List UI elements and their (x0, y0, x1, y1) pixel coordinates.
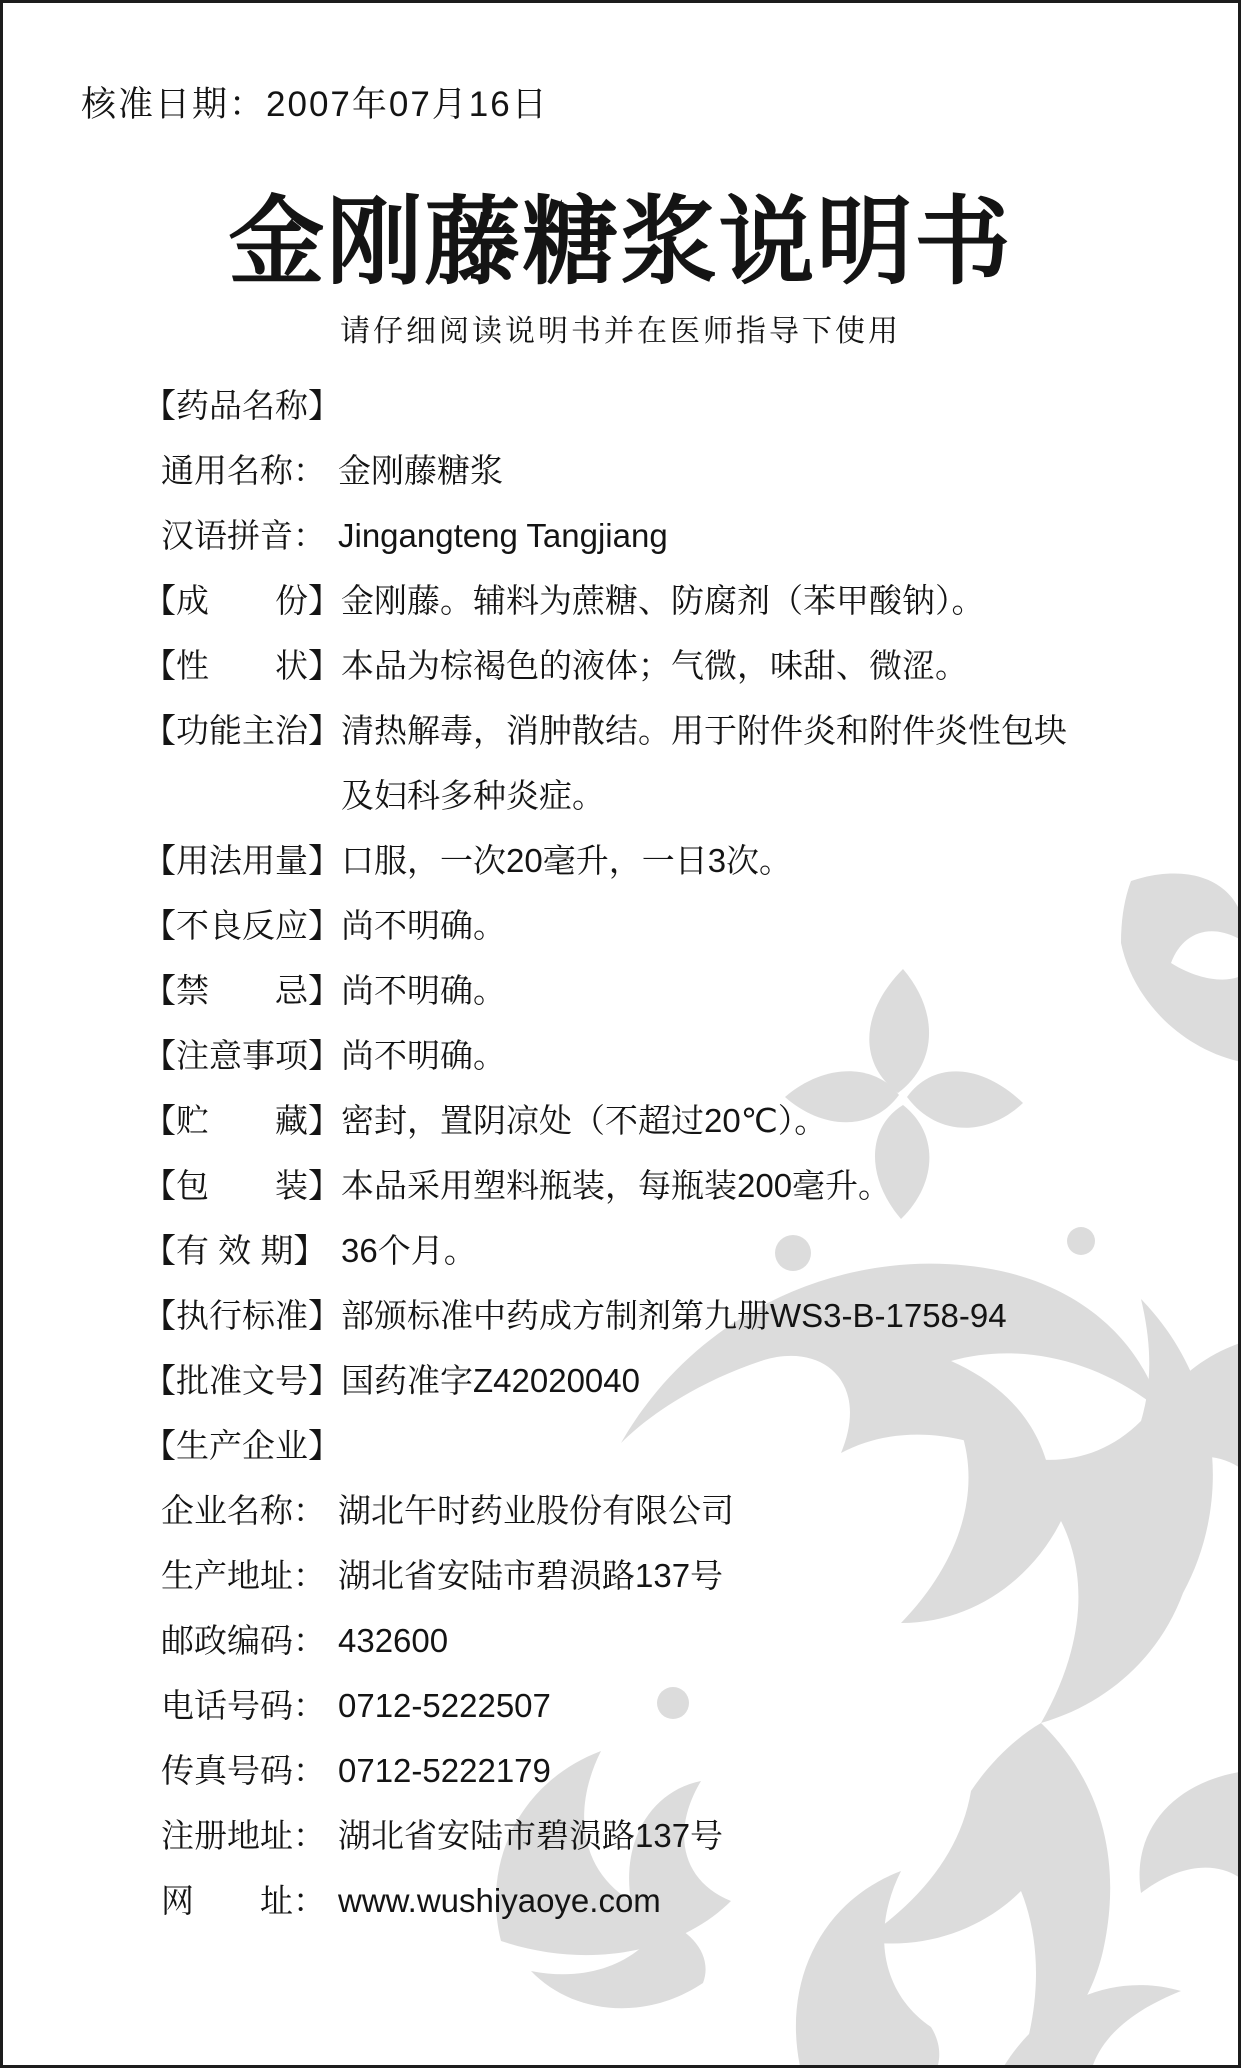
section-content: 36个月。 (341, 1232, 477, 1269)
section-label: 【包 装】 (143, 1167, 341, 1204)
leaflet-body (143, 373, 1086, 1933)
field-label: 邮政编码： (161, 1622, 326, 1659)
row-pinyin (143, 503, 1086, 568)
section-content: 国药准字Z42020040 (341, 1362, 640, 1399)
section-label: 【生产企业】 (143, 1427, 341, 1464)
section-label: 【性 状】 (143, 647, 341, 684)
field-label: 传真号码： (161, 1752, 326, 1789)
field-label: 企业名称： (161, 1492, 326, 1529)
section-label: 【注意事项】 (143, 1037, 341, 1074)
field-value: Jingangteng Tangjiang (338, 517, 668, 554)
approval-date-line (81, 77, 549, 127)
field-label: 生产地址： (161, 1557, 326, 1594)
section-content: 尚不明确。 (341, 1037, 506, 1074)
section-label: 【执行标准】 (143, 1297, 341, 1334)
field-label: 注册地址： (161, 1817, 326, 1854)
section-label: 【禁 忌】 (143, 972, 341, 1009)
row-shelf-life (143, 1218, 1086, 1283)
section-label: 【不良反应】 (143, 907, 341, 944)
row-registered-address (143, 1803, 1086, 1868)
section-content: 尚不明确。 (341, 907, 506, 944)
row-approval-number (143, 1348, 1086, 1413)
row-fax-number (143, 1738, 1086, 1803)
section-content: 本品采用塑料瓶装，每瓶装200毫升。 (341, 1167, 892, 1204)
leaflet-content (3, 3, 1238, 2065)
section-label: 【药品名称】 (143, 387, 341, 424)
section-content: 清热解毒，消肿散结。用于附件炎和附件炎性包块及妇科多种炎症。 (341, 712, 1067, 814)
row-dosage (143, 828, 1086, 893)
row-company-name (143, 1478, 1086, 1543)
field-value: 湖北午时药业股份有限公司 (338, 1492, 734, 1529)
section-content: 本品为棕褐色的液体；气微，味甜、微涩。 (341, 647, 968, 684)
field-label: 电话号码： (161, 1687, 326, 1724)
section-content: 密封，置阴凉处（不超过20℃）。 (341, 1102, 828, 1139)
row-website (143, 1868, 1086, 1933)
section-label: 【成 份】 (143, 582, 341, 619)
page-subtitle: 请仔细阅读说明书并在医师指导下使用 (340, 315, 901, 348)
field-value: 湖北省安陆市碧涢路137号 (338, 1557, 724, 1594)
field-label: 汉语拼音： (161, 517, 326, 554)
row-production-address (143, 1543, 1086, 1608)
field-value: 湖北省安陆市碧涢路137号 (338, 1817, 724, 1854)
row-executive-standard (143, 1283, 1086, 1348)
row-heading-drug-name (143, 373, 1086, 438)
section-label: 【贮 藏】 (143, 1102, 341, 1139)
row-storage (143, 1088, 1086, 1153)
row-generic-name (143, 438, 1086, 503)
field-value: 0712-5222179 (338, 1752, 551, 1789)
row-postal-code (143, 1608, 1086, 1673)
row-indications (143, 698, 1086, 828)
page-title: 金刚藤糖浆说明书 (228, 189, 1013, 296)
field-label: 通用名称： (161, 452, 326, 489)
field-value: 432600 (338, 1622, 449, 1659)
field-value: 0712-5222507 (338, 1687, 551, 1724)
section-content: 金刚藤。辅料为蔗糖、防腐剂（苯甲酸钠）。 (341, 582, 985, 619)
row-description (143, 633, 1086, 698)
section-label: 【批准文号】 (143, 1362, 341, 1399)
row-heading-manufacturer (143, 1413, 1086, 1478)
section-label: 【功能主治】 (143, 712, 341, 749)
section-content: 尚不明确。 (341, 972, 506, 1009)
row-contraindications (143, 958, 1086, 1023)
field-value: 金刚藤糖浆 (338, 452, 503, 489)
approval-date-value: 2007年07月16日 (266, 85, 549, 124)
section-content: 口服，一次20毫升，一日3次。 (341, 842, 793, 879)
row-adverse-reactions (143, 893, 1086, 958)
field-label: 网 址： (161, 1882, 326, 1919)
row-phone-number (143, 1673, 1086, 1738)
section-label: 【有 效 期】 (143, 1232, 327, 1269)
row-ingredients (143, 568, 1086, 633)
section-content: 部颁标准中药成方制剂第九册WS3-B-1758-94 (341, 1297, 1007, 1334)
row-packaging (143, 1153, 1086, 1218)
row-precautions (143, 1023, 1086, 1088)
field-value: www.wushiyaoye.com (338, 1882, 661, 1919)
section-label: 【用法用量】 (143, 842, 341, 879)
approval-date-label: 核准日期： (81, 85, 267, 124)
